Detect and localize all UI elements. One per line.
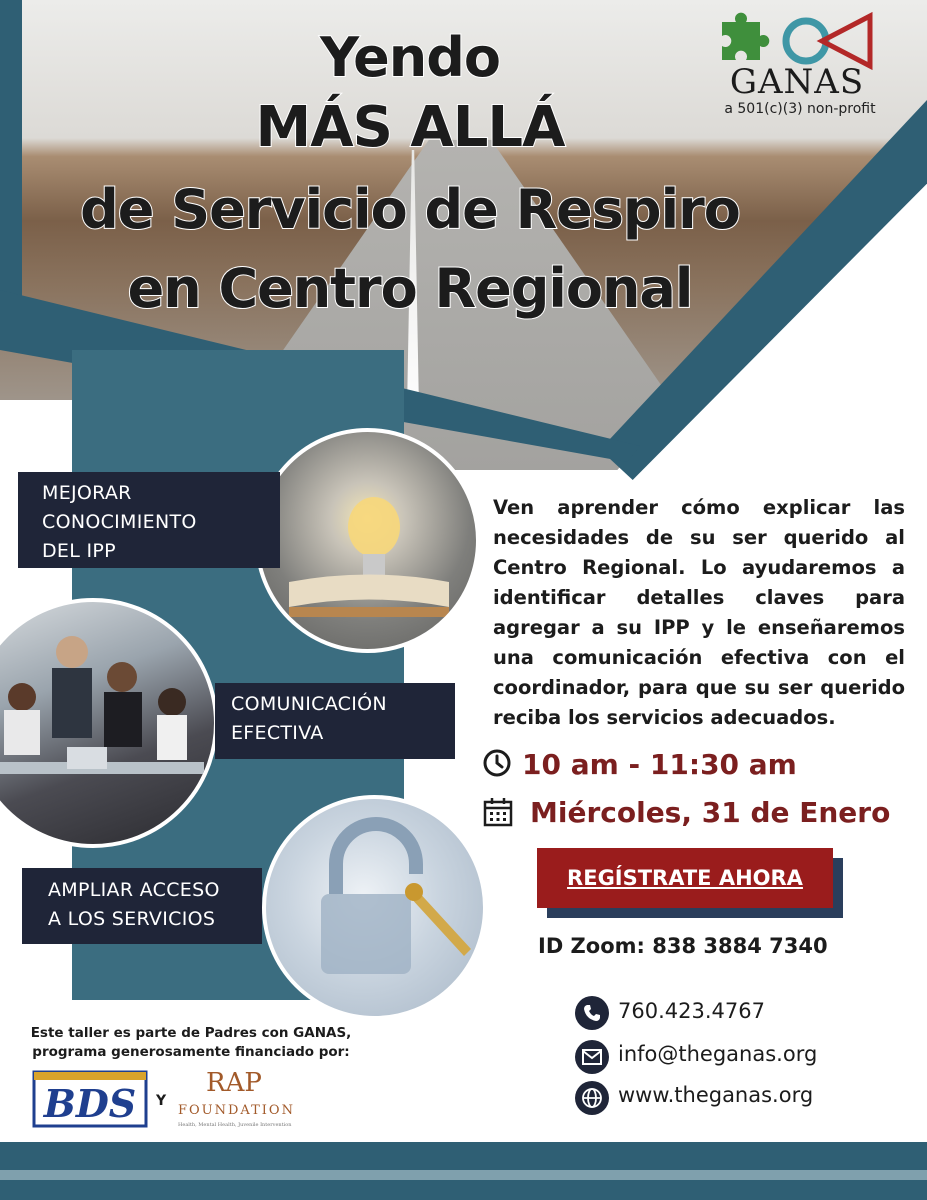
lightbulb-icon [259, 432, 476, 649]
email-icon [575, 1040, 609, 1074]
feature-line: COMUNICACIÓN [231, 693, 387, 715]
sponsor-text [16, 1024, 366, 1062]
event-description: Ven aprender cómo explicar las necesidades de su ser querido al Centro Regional. Lo ayudaremos a identificar detalles claves para agregar a su IPP y le enseñaremos una comunicación efectiva con el coordinador, para que su ser querido reciba los servicios adecuados. [493, 496, 905, 729]
title-line-3: de Servicio de Respiro [80, 178, 740, 241]
feature-label-access [22, 868, 262, 944]
phone-icon [575, 996, 609, 1030]
clock-icon [482, 748, 512, 778]
feature-line: AMPLIAR ACCESO [48, 879, 220, 901]
title-line-4: en Centro Regional [127, 257, 693, 320]
sponsor-text-line: Este taller es parte de Padres con GANAS, [30, 1025, 352, 1041]
calendar-icon [482, 796, 514, 828]
binary-lock-key-image [262, 795, 487, 1020]
feature-line: EFECTIVA [231, 722, 324, 744]
contact-website[interactable]: www.theganas.org [618, 1083, 814, 1107]
rap-logo-tagline: Health, Mental Health, Juvenile Intervention [178, 1122, 292, 1128]
event-time: 10 am - 11:30 am [522, 748, 797, 781]
bds-logo-text: BDS [43, 1081, 137, 1126]
rap-logo-name: RAP [206, 1068, 262, 1098]
people-icon [0, 602, 214, 844]
feature-line: DEL IPP [42, 540, 116, 562]
sponsor-conjunction: Y [156, 1093, 167, 1109]
title-line-1: Yendo [320, 26, 500, 89]
event-date: Miércoles, 31 de Enero [530, 796, 891, 829]
contact-phone[interactable]: 760.423.4767 [618, 999, 765, 1023]
feature-line: MEJORAR [42, 482, 132, 504]
feature-label-communication [215, 683, 455, 759]
logo-tagline: a 501(c)(3) non-profit [724, 101, 876, 117]
globe-icon [575, 1081, 609, 1115]
feature-line: CONOCIMIENTO [42, 511, 197, 533]
footer-accent-stripe [0, 1170, 927, 1180]
lightbulb-book-image [255, 428, 480, 653]
padlock-icon [266, 799, 483, 1016]
bds-logo [32, 1070, 148, 1128]
contact-email[interactable]: info@theganas.org [618, 1042, 818, 1066]
feature-label-ipp [18, 472, 280, 568]
teal-left-strip [0, 0, 22, 335]
logo-name: GANAS [729, 62, 865, 102]
sponsor-text-line: programa generosamente financiado por: [32, 1044, 350, 1060]
rap-logo-foundation: FOUNDATION [178, 1103, 295, 1118]
title-line-2: MÁS ALLÁ [255, 95, 565, 160]
register-button[interactable]: REGÍSTRATE AHORA [537, 848, 833, 908]
feature-line: A LOS SERVICIOS [48, 908, 216, 930]
zoom-id: ID Zoom: 838 3884 7340 [538, 934, 828, 958]
